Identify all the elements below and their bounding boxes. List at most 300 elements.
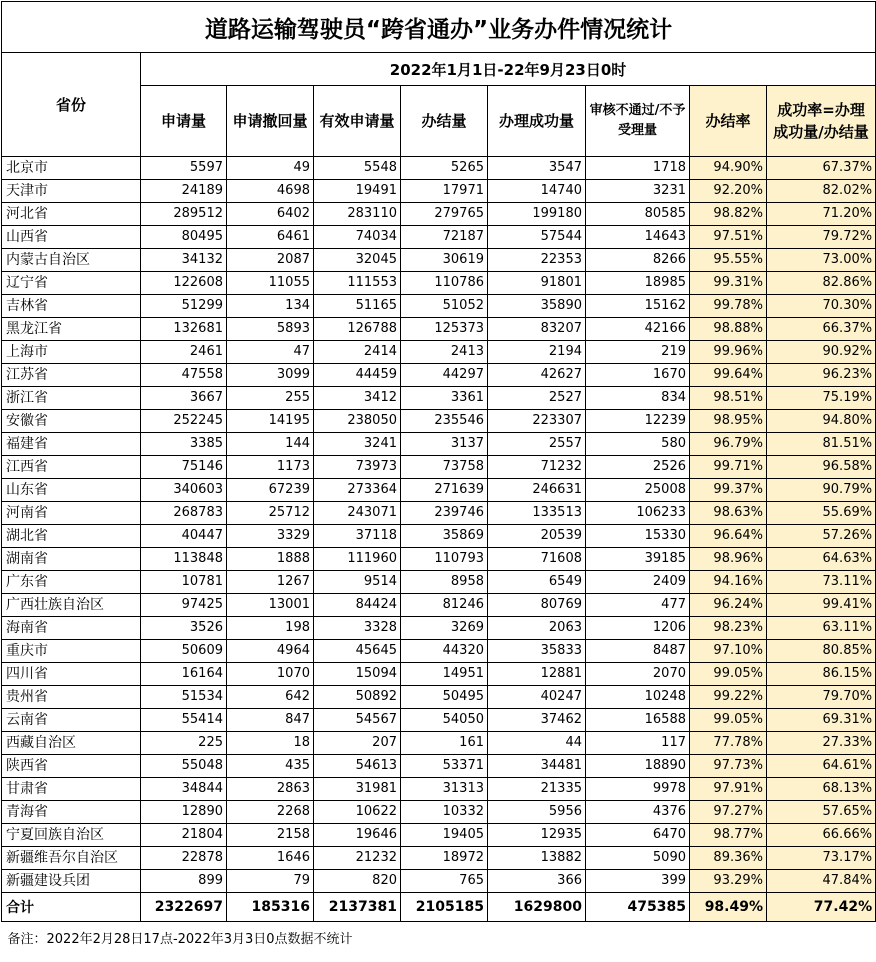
province-cell: 甘肃省 (2, 778, 141, 801)
value-cell: 67.37% (767, 157, 876, 180)
province-cell: 广西壮族自治区 (2, 594, 141, 617)
value-cell: 12881 (488, 663, 586, 686)
value-cell: 51534 (141, 686, 227, 709)
table-row (2, 801, 876, 824)
value-cell: 3241 (314, 433, 401, 456)
value-cell: 2863 (227, 778, 314, 801)
table-row (2, 571, 876, 594)
value-cell: 5893 (227, 318, 314, 341)
value-cell: 89.36% (690, 847, 767, 870)
value-cell: 72187 (401, 226, 488, 249)
value-cell: 99.71% (690, 456, 767, 479)
value-cell: 268783 (141, 502, 227, 525)
total-value-cell: 2137381 (314, 893, 401, 922)
value-cell: 81.51% (767, 433, 876, 456)
value-cell: 47 (227, 341, 314, 364)
province-cell: 重庆市 (2, 640, 141, 663)
value-cell: 13882 (488, 847, 586, 870)
value-cell: 238050 (314, 410, 401, 433)
column-header: 办理成功量 (488, 86, 586, 157)
value-cell: 96.79% (690, 433, 767, 456)
table-body (2, 157, 876, 893)
value-cell: 95.55% (690, 249, 767, 272)
value-cell: 71232 (488, 456, 586, 479)
value-cell: 14951 (401, 663, 488, 686)
value-cell: 1646 (227, 847, 314, 870)
value-cell: 8487 (586, 640, 690, 663)
value-cell: 18 (227, 732, 314, 755)
total-value-cell: 185316 (227, 893, 314, 922)
value-cell: 111553 (314, 272, 401, 295)
value-cell: 42166 (586, 318, 690, 341)
value-cell: 34844 (141, 778, 227, 801)
value-cell: 239746 (401, 502, 488, 525)
value-cell: 14740 (488, 180, 586, 203)
province-cell: 浙江省 (2, 387, 141, 410)
value-cell: 54567 (314, 709, 401, 732)
value-cell: 15094 (314, 663, 401, 686)
value-cell: 97.51% (690, 226, 767, 249)
value-cell: 6549 (488, 571, 586, 594)
province-cell: 内蒙古自治区 (2, 249, 141, 272)
value-cell: 219 (586, 341, 690, 364)
value-cell: 3667 (141, 387, 227, 410)
value-cell: 235546 (401, 410, 488, 433)
value-cell: 79 (227, 870, 314, 893)
value-cell: 5597 (141, 157, 227, 180)
table-row (2, 456, 876, 479)
value-cell: 98.77% (690, 824, 767, 847)
table-row (2, 525, 876, 548)
value-cell: 133513 (488, 502, 586, 525)
value-cell: 110793 (401, 548, 488, 571)
value-cell: 82.02% (767, 180, 876, 203)
table-row (2, 410, 876, 433)
province-cell: 新疆维吾尔自治区 (2, 847, 141, 870)
value-cell: 13001 (227, 594, 314, 617)
value-cell: 80769 (488, 594, 586, 617)
footnote: 备注：2022年2月28日17点-2022年3月3日0点数据不统计 (2, 922, 876, 954)
value-cell: 19491 (314, 180, 401, 203)
province-cell: 山东省 (2, 479, 141, 502)
value-cell: 99.05% (690, 663, 767, 686)
value-cell: 3526 (141, 617, 227, 640)
table-row (2, 203, 876, 226)
value-cell: 64.61% (767, 755, 876, 778)
table-row (2, 364, 876, 387)
value-cell: 820 (314, 870, 401, 893)
value-cell: 5956 (488, 801, 586, 824)
value-cell: 94.90% (690, 157, 767, 180)
value-cell: 31313 (401, 778, 488, 801)
province-cell: 云南省 (2, 709, 141, 732)
value-cell: 3412 (314, 387, 401, 410)
value-cell: 54050 (401, 709, 488, 732)
value-cell: 37118 (314, 525, 401, 548)
column-header: 成功率=办理成功量/办结量 (767, 86, 876, 157)
value-cell: 91801 (488, 272, 586, 295)
value-cell: 98.96% (690, 548, 767, 571)
value-cell: 4698 (227, 180, 314, 203)
value-cell: 9978 (586, 778, 690, 801)
province-cell: 贵州省 (2, 686, 141, 709)
value-cell: 25008 (586, 479, 690, 502)
value-cell: 2414 (314, 341, 401, 364)
value-cell: 22353 (488, 249, 586, 272)
value-cell: 1070 (227, 663, 314, 686)
value-cell: 435 (227, 755, 314, 778)
value-cell: 25712 (227, 502, 314, 525)
value-cell: 63.11% (767, 617, 876, 640)
column-header: 申请量 (141, 86, 227, 157)
value-cell: 5090 (586, 847, 690, 870)
table-row (2, 870, 876, 893)
province-cell: 江西省 (2, 456, 141, 479)
province-cell: 吉林省 (2, 295, 141, 318)
province-cell: 福建省 (2, 433, 141, 456)
value-cell: 126788 (314, 318, 401, 341)
value-cell: 68.13% (767, 778, 876, 801)
value-cell: 99.96% (690, 341, 767, 364)
column-header: 办结量 (401, 86, 488, 157)
value-cell: 18890 (586, 755, 690, 778)
value-cell: 97.27% (690, 801, 767, 824)
value-cell: 4964 (227, 640, 314, 663)
value-cell: 47.84% (767, 870, 876, 893)
value-cell: 2413 (401, 341, 488, 364)
value-cell: 18972 (401, 847, 488, 870)
value-cell: 2526 (586, 456, 690, 479)
value-cell: 44459 (314, 364, 401, 387)
province-cell: 陕西省 (2, 755, 141, 778)
value-cell: 6470 (586, 824, 690, 847)
value-cell: 54613 (314, 755, 401, 778)
value-cell: 27.33% (767, 732, 876, 755)
value-cell: 47558 (141, 364, 227, 387)
value-cell: 49 (227, 157, 314, 180)
value-cell: 3099 (227, 364, 314, 387)
value-cell: 18985 (586, 272, 690, 295)
value-cell: 3361 (401, 387, 488, 410)
value-cell: 161 (401, 732, 488, 755)
value-cell: 2409 (586, 571, 690, 594)
total-value-cell: 2322697 (141, 893, 227, 922)
value-cell: 82.86% (767, 272, 876, 295)
value-cell: 42627 (488, 364, 586, 387)
table-row (2, 318, 876, 341)
value-cell: 125373 (401, 318, 488, 341)
value-cell: 31981 (314, 778, 401, 801)
value-cell: 44297 (401, 364, 488, 387)
value-cell: 199180 (488, 203, 586, 226)
value-cell: 84424 (314, 594, 401, 617)
value-cell: 50892 (314, 686, 401, 709)
table-row (2, 226, 876, 249)
value-cell: 225 (141, 732, 227, 755)
value-cell: 86.15% (767, 663, 876, 686)
value-cell: 10248 (586, 686, 690, 709)
value-cell: 2158 (227, 824, 314, 847)
value-cell: 57544 (488, 226, 586, 249)
value-cell: 69.31% (767, 709, 876, 732)
value-cell: 14643 (586, 226, 690, 249)
value-cell: 246631 (488, 479, 586, 502)
total-value-cell: 475385 (586, 893, 690, 922)
table-title: 道路运输驾驶员“跨省通办”业务办件情况统计 (2, 2, 876, 53)
value-cell: 51299 (141, 295, 227, 318)
value-cell: 21232 (314, 847, 401, 870)
value-cell: 1888 (227, 548, 314, 571)
table-row (2, 686, 876, 709)
value-cell: 64.63% (767, 548, 876, 571)
value-cell: 3231 (586, 180, 690, 203)
value-cell: 32045 (314, 249, 401, 272)
value-cell: 2087 (227, 249, 314, 272)
value-cell: 2194 (488, 341, 586, 364)
value-cell: 30619 (401, 249, 488, 272)
value-cell: 4376 (586, 801, 690, 824)
total-value-cell: 1629800 (488, 893, 586, 922)
value-cell: 80585 (586, 203, 690, 226)
value-cell: 97425 (141, 594, 227, 617)
value-cell: 73973 (314, 456, 401, 479)
value-cell: 899 (141, 870, 227, 893)
province-cell: 辽宁省 (2, 272, 141, 295)
value-cell: 92.20% (690, 180, 767, 203)
value-cell: 98.63% (690, 502, 767, 525)
table-row (2, 180, 876, 203)
value-cell: 21804 (141, 824, 227, 847)
value-cell: 99.78% (690, 295, 767, 318)
value-cell: 98.95% (690, 410, 767, 433)
value-cell: 99.31% (690, 272, 767, 295)
value-cell: 122608 (141, 272, 227, 295)
value-cell: 39185 (586, 548, 690, 571)
value-cell: 99.64% (690, 364, 767, 387)
value-cell: 98.23% (690, 617, 767, 640)
value-cell: 99.37% (690, 479, 767, 502)
column-header: 申请撤回量 (227, 86, 314, 157)
value-cell: 80495 (141, 226, 227, 249)
value-cell: 16164 (141, 663, 227, 686)
value-cell: 75146 (141, 456, 227, 479)
total-row (2, 893, 876, 922)
province-cell: 黑龙江省 (2, 318, 141, 341)
value-cell: 24189 (141, 180, 227, 203)
province-cell: 河北省 (2, 203, 141, 226)
value-cell: 53371 (401, 755, 488, 778)
value-cell: 2527 (488, 387, 586, 410)
value-cell: 132681 (141, 318, 227, 341)
value-cell: 3269 (401, 617, 488, 640)
value-cell: 44320 (401, 640, 488, 663)
value-cell: 144 (227, 433, 314, 456)
value-cell: 289512 (141, 203, 227, 226)
value-cell: 35833 (488, 640, 586, 663)
value-cell: 40447 (141, 525, 227, 548)
value-cell: 399 (586, 870, 690, 893)
value-cell: 97.73% (690, 755, 767, 778)
province-cell: 山西省 (2, 226, 141, 249)
value-cell: 79.70% (767, 686, 876, 709)
value-cell: 71608 (488, 548, 586, 571)
value-cell: 2063 (488, 617, 586, 640)
value-cell: 80.85% (767, 640, 876, 663)
value-cell: 5265 (401, 157, 488, 180)
date-range-header: 2022年1月1日-22年9月23日0时 (141, 53, 876, 86)
value-cell: 1718 (586, 157, 690, 180)
province-cell: 安徽省 (2, 410, 141, 433)
value-cell: 44 (488, 732, 586, 755)
value-cell: 98.51% (690, 387, 767, 410)
value-cell: 1206 (586, 617, 690, 640)
value-cell: 2557 (488, 433, 586, 456)
value-cell: 1173 (227, 456, 314, 479)
value-cell: 99.22% (690, 686, 767, 709)
value-cell: 55.69% (767, 502, 876, 525)
statistics-table (1, 1, 876, 953)
value-cell: 17971 (401, 180, 488, 203)
value-cell: 96.23% (767, 364, 876, 387)
value-cell: 2461 (141, 341, 227, 364)
value-cell: 15330 (586, 525, 690, 548)
value-cell: 10332 (401, 801, 488, 824)
value-cell: 22878 (141, 847, 227, 870)
province-cell: 上海市 (2, 341, 141, 364)
province-cell: 新疆建设兵团 (2, 870, 141, 893)
province-cell: 海南省 (2, 617, 141, 640)
value-cell: 117 (586, 732, 690, 755)
column-header: 审核不通过/不予受理量 (586, 86, 690, 157)
value-cell: 19646 (314, 824, 401, 847)
column-header: 有效申请量 (314, 86, 401, 157)
table-row (2, 847, 876, 870)
value-cell: 34481 (488, 755, 586, 778)
value-cell: 765 (401, 870, 488, 893)
value-cell: 477 (586, 594, 690, 617)
value-cell: 35869 (401, 525, 488, 548)
value-cell: 1267 (227, 571, 314, 594)
value-cell: 2070 (586, 663, 690, 686)
province-cell: 湖南省 (2, 548, 141, 571)
value-cell: 66.37% (767, 318, 876, 341)
value-cell: 51165 (314, 295, 401, 318)
table-row (2, 617, 876, 640)
value-cell: 99.05% (690, 709, 767, 732)
value-cell: 366 (488, 870, 586, 893)
value-cell: 10781 (141, 571, 227, 594)
province-cell: 四川省 (2, 663, 141, 686)
value-cell: 243071 (314, 502, 401, 525)
value-cell: 81246 (401, 594, 488, 617)
value-cell: 73.17% (767, 847, 876, 870)
province-cell: 广东省 (2, 571, 141, 594)
province-cell: 青海省 (2, 801, 141, 824)
value-cell: 51052 (401, 295, 488, 318)
table-row (2, 778, 876, 801)
value-cell: 8266 (586, 249, 690, 272)
value-cell: 90.79% (767, 479, 876, 502)
value-cell: 96.58% (767, 456, 876, 479)
value-cell: 79.72% (767, 226, 876, 249)
value-cell: 93.29% (690, 870, 767, 893)
value-cell: 70.30% (767, 295, 876, 318)
value-cell: 223307 (488, 410, 586, 433)
value-cell: 9514 (314, 571, 401, 594)
value-cell: 580 (586, 433, 690, 456)
value-cell: 55414 (141, 709, 227, 732)
value-cell: 273364 (314, 479, 401, 502)
value-cell: 77.78% (690, 732, 767, 755)
value-cell: 111960 (314, 548, 401, 571)
value-cell: 94.80% (767, 410, 876, 433)
value-cell: 90.92% (767, 341, 876, 364)
value-cell: 8958 (401, 571, 488, 594)
value-cell: 40247 (488, 686, 586, 709)
value-cell: 67239 (227, 479, 314, 502)
value-cell: 74034 (314, 226, 401, 249)
table-row (2, 502, 876, 525)
value-cell: 55048 (141, 755, 227, 778)
table-row (2, 157, 876, 180)
province-cell: 湖北省 (2, 525, 141, 548)
value-cell: 97.10% (690, 640, 767, 663)
value-cell: 3329 (227, 525, 314, 548)
total-value-cell: 98.49% (690, 893, 767, 922)
value-cell: 113848 (141, 548, 227, 571)
value-cell: 134 (227, 295, 314, 318)
table-row (2, 295, 876, 318)
value-cell: 73.11% (767, 571, 876, 594)
value-cell: 98.88% (690, 318, 767, 341)
value-cell: 37462 (488, 709, 586, 732)
value-cell: 12890 (141, 801, 227, 824)
value-cell: 50495 (401, 686, 488, 709)
value-cell: 45645 (314, 640, 401, 663)
table-row (2, 479, 876, 502)
total-value-cell: 77.42% (767, 893, 876, 922)
value-cell: 198 (227, 617, 314, 640)
table-row (2, 709, 876, 732)
value-cell: 3385 (141, 433, 227, 456)
value-cell: 6461 (227, 226, 314, 249)
total-value-cell: 2105185 (401, 893, 488, 922)
value-cell: 15162 (586, 295, 690, 318)
value-cell: 3547 (488, 157, 586, 180)
value-cell: 21335 (488, 778, 586, 801)
value-cell: 255 (227, 387, 314, 410)
table-row (2, 272, 876, 295)
value-cell: 96.64% (690, 525, 767, 548)
value-cell: 3328 (314, 617, 401, 640)
province-cell: 西藏自治区 (2, 732, 141, 755)
province-header: 省份 (2, 53, 141, 157)
value-cell: 834 (586, 387, 690, 410)
table-row (2, 341, 876, 364)
value-cell: 14195 (227, 410, 314, 433)
value-cell: 12239 (586, 410, 690, 433)
value-cell: 110786 (401, 272, 488, 295)
value-cell: 847 (227, 709, 314, 732)
value-cell: 73.00% (767, 249, 876, 272)
value-cell: 20539 (488, 525, 586, 548)
value-cell: 340603 (141, 479, 227, 502)
value-cell: 1670 (586, 364, 690, 387)
value-cell: 106233 (586, 502, 690, 525)
value-cell: 99.41% (767, 594, 876, 617)
province-cell: 北京市 (2, 157, 141, 180)
value-cell: 66.66% (767, 824, 876, 847)
